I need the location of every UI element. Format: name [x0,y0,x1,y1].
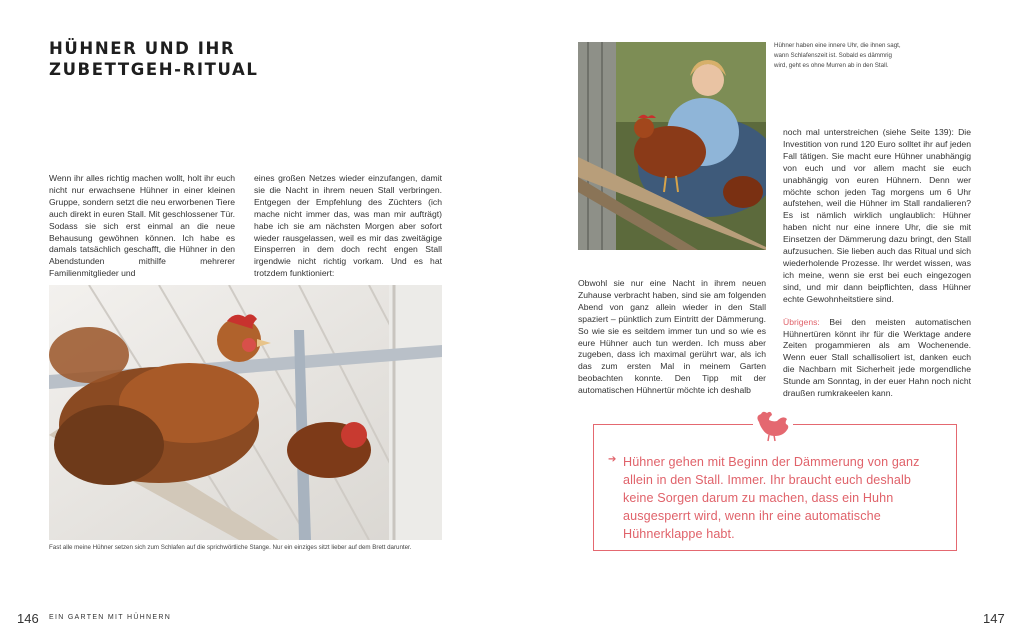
body-column-3: Obwohl sie nur eine Nacht in ihrem neuen Zuhause verbracht haben, sind sie am folgenden Abend von ganz allein wieder in den Stall spaziert – pünktlich zum Eintritt der Dämmerung. So wie sie es seitdem immer tun und so wie es eure Hühner auch tun werden. Ich muss aber zugeben, dass ich maximal gerührt war, als ich das zum ersten Mal in meinem Garten beobachten konnte. Den Tipp mit der automatischen Hühnertür möchte ich deshalb [578,278,766,396]
hens-on-perch-photo [49,285,442,540]
chapter-title [49,38,309,80]
page-number-right: 147 [983,611,1005,626]
woman-with-hen-photo [578,42,766,250]
photo-caption-left: Fast alle meine Hühner setzen sich zum Schlafen auf die sprichwörtliche Stange. Nur ein einziges sitzt lieber auf dem Brett darunter. [49,544,412,551]
section-label: EIN GARTEN MIT HÜHNERN [49,614,172,621]
body-column-1: Wenn ihr alles richtig machen wollt, holt ihr euch nicht nur erwachsene Hühner in einer kleinen Gruppe, sondern setzt die neu erworbenen Tiere auch direkt in euren Stall. Mit geschlossener Tür. Sodass sie sich erst einmal an die neue Behausung gewöhnen können. Ich habe es damals tatsächlich geschafft, die Hühner in den Abendstunden mithilfe mehrerer Familienmitglieder und [49,173,235,279]
hen-icon [753,410,793,442]
tip-label: Übrigens: [783,316,820,327]
chapter-title-line-2: ZUBETTGEH-RITUAL [49,60,259,79]
body-column-4-paragraph-2 [783,317,971,400]
tip-text: Bei den meisten automatischen Hühnertüren könnt ihr für die Werktage andere Zeiten progammieren als am Wochenende. Wenn euer Stall schallisoliert ist, danken euch die Nachbarn mit Sicherheit jede morgendliche Stunde am Sonntag, in der euer Hahn noch nicht draußen rumkrakeelen kann. [783,316,971,399]
body-column-4 [783,127,971,400]
body-column-4-paragraph-1: noch mal unterstreichen (siehe Seite 139): Die Investition von rund 120 Euro solltet ihr auf jeden Fall tätigen. Sie macht eure Hühner unabhängig von euch und vor allem macht sie euch unabhängig von euren Hühnern. Denn wer möchte schon jeden Tag morgens um 6 Uhr aufstehen, weil die Hühner im Stall randalieren? Es ist nämlich wirklich unglaublich: Hühner haben nicht nur eine innere Uhr, die sie mit Einsetzen der Dämmerung dazu bringt, den Stall aufzusuchen. Sie lieben auch das Ritual und sich wiederholende Prozesse. Ihr werdet wissen, was ich meine, wenn sie erst bei euch eingezogen sind, und mir dann beipflichten, dass Hühner echte Gewohnheitstiere sind. [783,127,971,304]
chapter-title-line-1: HÜHNER UND IHR [49,39,236,58]
page-number-left: 146 [17,611,39,626]
body-column-2: eines großen Netzes wieder einzufangen, damit sie die Nacht in ihrem neuen Stall verbringen. Entgegen der Empfehlung des Züchters (ich mache nicht immer das, was man mir aufträgt) habe ich sie am nächsten Morgen aber sofort wieder rausgelassen, weil es mir das zweitägige Einsperren in dem doch recht engen Stall irgendwie nicht richtig vorkam. Und es hat trotzdem funktioniert: [254,173,442,279]
photo-caption-right: Hühner haben eine innere Uhr, die ihnen sagt, wann Schlafenszeit ist. Sobald es dämmrig wird, geht es ohne Murren ab in den Stall. [774,42,901,69]
tip-quote: Hühner gehen mit Beginn der Dämmerung von ganz allein in den Stall. Immer. Ihr braucht euch deshalb keine Sorgen darum zu machen, dass ein Huhn ausgesperrt wird, wenn ihr eine automatische Hühnerklappe habt. [623,455,920,541]
arrow-icon: ➔ [608,454,617,465]
